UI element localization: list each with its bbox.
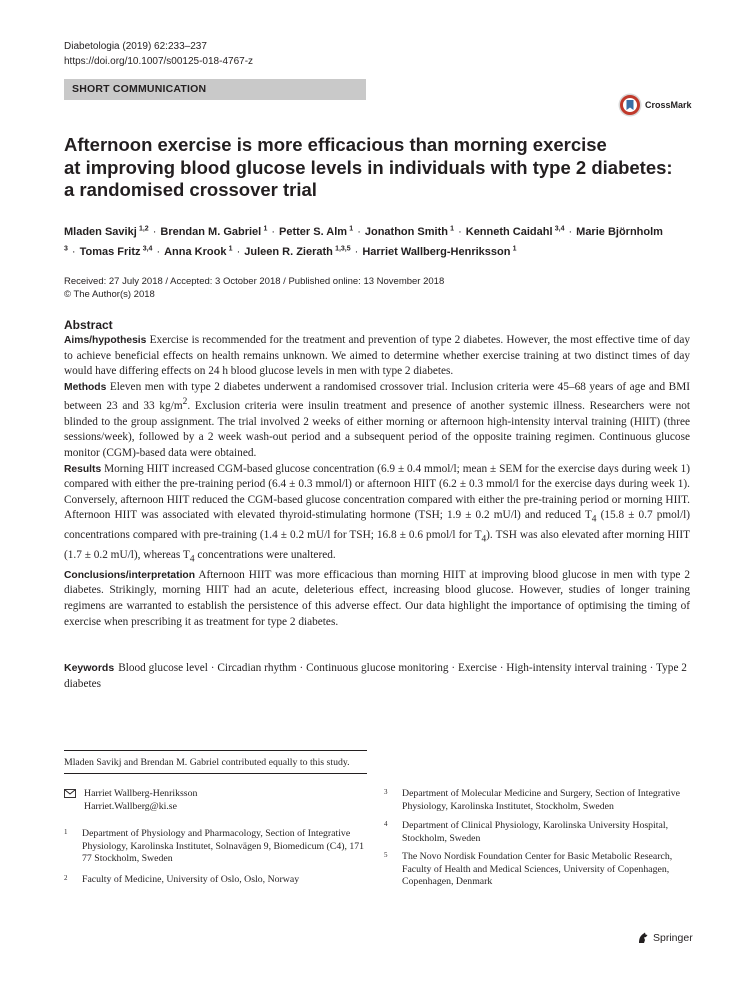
- aff-2-number: 2: [64, 874, 68, 882]
- affiliation-3: [384, 788, 694, 816]
- corresponding-author: [64, 788, 374, 816]
- results-sub-2: 4: [481, 534, 487, 545]
- author-name: Mladen Savikj: [64, 225, 137, 238]
- author-affiliation: 1: [349, 225, 354, 232]
- affiliation-2: [64, 874, 374, 890]
- author-name: Petter S. Alm: [279, 225, 348, 238]
- author[interactable]: [160, 226, 267, 238]
- title-line-3: a randomised crossover trial: [64, 179, 317, 200]
- aff-5-number: 5: [384, 851, 388, 859]
- affiliation-4: [384, 820, 694, 848]
- methods-label: Methods: [64, 381, 107, 393]
- contribution-note: Mladen Savikj and Brendan M. Gabriel contributed equally to this study.: [64, 757, 350, 768]
- author-name: Kenneth Caidahl: [465, 225, 553, 238]
- author[interactable]: [279, 226, 353, 238]
- author-list: [64, 220, 694, 261]
- author-name: Anna Krook: [164, 246, 227, 259]
- keywords-text: Blood glucose level · Circadian rhythm · Continuous glucose monitoring · Exercise · High-intensity interval training · Type 2 diabetes: [64, 662, 687, 690]
- crossmark-label: CrossMark: [645, 100, 692, 110]
- keywords: [64, 660, 690, 692]
- crossmark-badge[interactable]: [618, 93, 692, 117]
- author-affiliation: 3,4: [142, 245, 153, 253]
- methods-text-b: . Exclusion criteria were insulin treatment and presence of another systemic illness. Researchers were not blinded to the group assignment. The trial involved 2 weeks of either morning or afternoon high-intensity interval training (HIIT) (three sessions/week), followed by a 2 week wash-out period and a subsequent period of the opposite training regimen. Continuous glucose monitor (CGM)-based data were obtained.: [64, 400, 691, 459]
- abstract-heading: Abstract: [64, 318, 113, 332]
- doi-link[interactable]: https://doi.org/10.1007/s00125-018-4767-z: [64, 56, 254, 67]
- author-separator: ·: [71, 246, 76, 259]
- abstract-body: [64, 333, 690, 630]
- affiliation-5: [384, 851, 694, 891]
- aff-4-number: 4: [384, 820, 388, 828]
- author-affiliation: 1: [512, 245, 517, 253]
- envelope-icon: [64, 789, 76, 798]
- aff-1-number: 1: [64, 828, 68, 836]
- aff-1-text: Department of Physiology and Pharmacology, Section of Integrative Physiology, Karolinska Institutet, Solnavägen 9, Biomedicum (C4), 171 77 Stockholm, Sweden: [82, 828, 365, 864]
- author-affiliation: 1: [228, 245, 233, 253]
- results-text-c: ). TSH was also elevated after morning HIIT (1.7 ± 0.2 mU/l), whereas T: [64, 529, 690, 561]
- author-separator: ·: [271, 225, 276, 238]
- article-title: [64, 134, 684, 202]
- dates-line: Received: 27 July 2018 / Accepted: 3 October 2018 / Published online: 13 November 2018: [64, 276, 445, 287]
- conclusions-text: Afternoon HIIT was more efficacious than morning HIIT at improving blood glucose in men with type 2 diabetes. Strikingly, morning HIIT had an acute, deleterious effect, increasing blood glucose. However, studies of longer training regimens are warranted to establish the persistence of this adverse effect. Our data highlight the importance of optimising the timing of exercise when prescribing it as treatment for type 2 diabetes.: [64, 568, 690, 628]
- author-affiliation: 3,4: [554, 225, 565, 232]
- aims-text: Exercise is recommended for the treatment and prevention of type 2 diabetes. However, the most effective time of day to achieve beneficial effects on health remains unknown. We aimed to determine whether exercise training at two distinct times of day would have differing effects on 24 h blood glucose levels in men with type 2 diabetes.: [64, 334, 690, 378]
- publication-dates: [64, 276, 694, 301]
- keywords-label: Keywords: [64, 662, 115, 674]
- aff-5-text: The Novo Nordisk Foundation Center for Basic Metabolic Research, Faculty of Health and Medical Sciences, University of Copenhagen, Copenhagen, Denmark: [402, 851, 673, 887]
- methods-text-a: Eleven men with type 2 diabetes underwent a randomised crossover trial. Inclusion criteria were 45–68 years of age and BMI between 23 and 33 kg/m: [64, 380, 690, 413]
- results-text-b: (15.8 ± 0.7 pmol/l) concentrations compared with pre-training (1.4 ± 0.2 mU/l for TSH; 16.8 ± 0.6 pmol/l for T: [64, 509, 690, 542]
- author[interactable]: [80, 246, 153, 258]
- author-affiliation: 1,3,5: [335, 245, 351, 253]
- publisher-logo: [636, 931, 693, 945]
- author[interactable]: [466, 226, 565, 238]
- conclusions-label: Conclusions/interpretation: [64, 569, 196, 581]
- results-sub-3: 4: [189, 554, 195, 565]
- corresponding-email[interactable]: Harriet.Wallberg@ki.se: [84, 800, 177, 812]
- author-name: Brendan M. Gabriel: [160, 225, 262, 238]
- footnote-divider: [64, 750, 367, 751]
- results-sub-1: 4: [591, 514, 597, 525]
- author[interactable]: [64, 226, 149, 238]
- copyright-line: © The Author(s) 2018: [64, 288, 155, 300]
- aff-3-number: 3: [384, 788, 388, 796]
- author[interactable]: [365, 226, 454, 238]
- author-separator: ·: [236, 246, 241, 259]
- aff-4-text: Department of Clinical Physiology, Karolinska University Hospital, Stockholm, Sweden: [402, 820, 669, 844]
- results-text-a: Morning HIIT increased CGM-based glucose concentration (6.9 ± 0.4 mmol/l; mean ± SEM for the exercise days during week 1) compared with either the pre-training period (6.4 ± 0.3 mmol/l) or afternoon HIIT (6.2 ± 0.3 mmol/l for the exercise days during week 1). Conversely, afternoon HIIT reduced the CGM-based glucose concentration compared with either the pre-training period or morning HIIT. Afternoon HIIT was associated with elevated thyroid-stimulating hormone (TSH; 1.9 ± 0.2 mU/l) and reduced T: [64, 462, 690, 522]
- abstract-aims: [64, 333, 690, 380]
- results-label: Results: [64, 463, 102, 475]
- aims-label: Aims/hypothesis: [64, 335, 147, 346]
- crossmark-icon: [618, 93, 642, 117]
- springer-horse-icon: [636, 931, 650, 945]
- title-line-1: Afternoon exercise is more efficacious than morning exercise: [64, 134, 607, 155]
- author[interactable]: [362, 246, 516, 258]
- author-separator: ·: [152, 225, 157, 238]
- affiliation-1: [64, 828, 374, 868]
- abstract-results: [64, 462, 690, 568]
- author[interactable]: [244, 246, 350, 258]
- author-separator: ·: [458, 225, 462, 238]
- author-affiliation: 1: [263, 225, 268, 232]
- author-name: Harriet Wallberg-Henriksson: [362, 246, 511, 259]
- author-separator: ·: [568, 225, 573, 238]
- methods-sup: 2: [182, 397, 188, 408]
- author-name: Marie Björnholm: [576, 225, 663, 238]
- section-label: SHORT COMMUNICATION: [64, 79, 366, 100]
- author[interactable]: [164, 246, 232, 258]
- aff-3-text: Department of Molecular Medicine and Surgery, Section of Integrative Physiology, Karolinska Institutet, Stockholm, Sweden: [402, 788, 681, 812]
- publisher-name: Springer: [653, 932, 693, 944]
- abstract-methods: [64, 380, 690, 462]
- aff-2-text: Faculty of Medicine, University of Oslo, Oslo, Norway: [82, 874, 300, 885]
- journal-citation: Diabetologia (2019) 62:233–237: [64, 41, 207, 52]
- author-name: Jonathon Smith: [364, 225, 448, 238]
- author-name: Juleen R. Zierath: [244, 246, 333, 259]
- author-affiliation: 1,2: [138, 225, 149, 232]
- results-text-d: concentrations were unaltered.: [194, 548, 336, 561]
- author-separator: ·: [357, 225, 361, 238]
- abstract-conclusions: [64, 568, 690, 630]
- author-name: Tomas Fritz: [79, 246, 141, 259]
- author-affiliation: 3: [64, 245, 68, 253]
- title-line-2: at improving blood glucose levels in individuals with type 2 diabetes:: [64, 156, 673, 178]
- footnote-divider-2: [64, 773, 367, 774]
- corresponding-name: Harriet Wallberg-Henriksson: [84, 788, 198, 799]
- author-affiliation: 1: [450, 225, 455, 232]
- author-separator: ·: [354, 246, 359, 259]
- author-separator: ·: [156, 246, 161, 259]
